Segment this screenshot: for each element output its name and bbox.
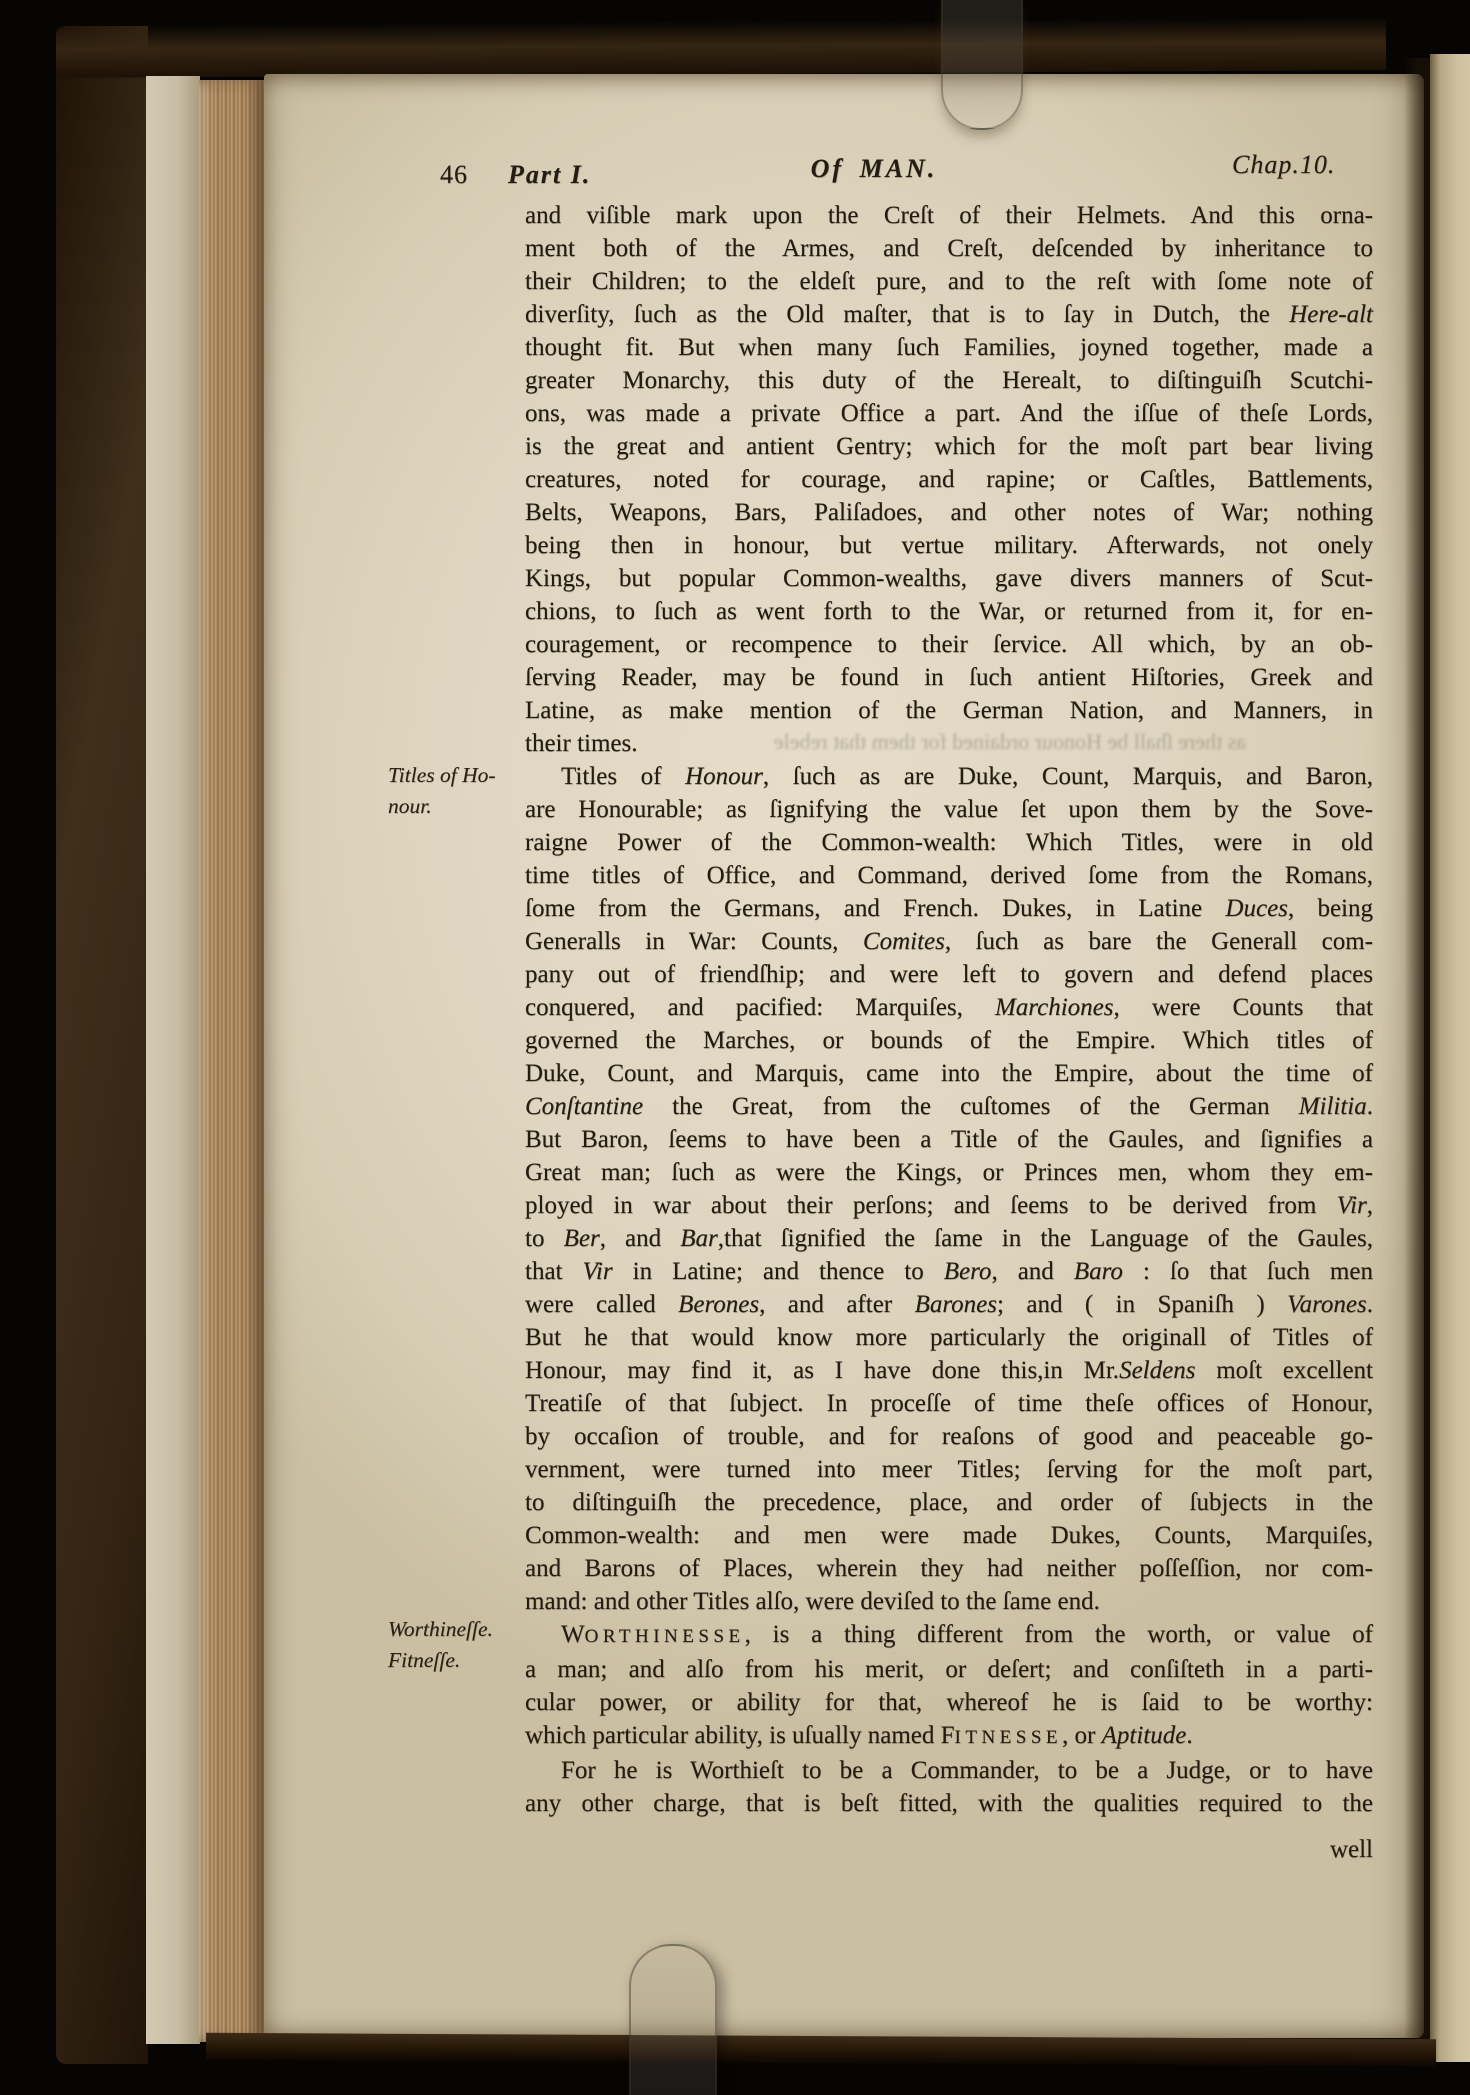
body-line: mand: and other Titles alſo, were deviſed to the ſame end. — [525, 1588, 1100, 1615]
body-line: are Honourable; as ſignifying the value ſet upon them by the Sove- — [525, 796, 1373, 823]
body-line: Common-wealth: and men were made Dukes, Counts, Marquiſes, — [525, 1522, 1373, 1549]
page-holder-clip-top — [941, 0, 1023, 130]
paragraph — [525, 199, 1373, 760]
body-line: greater Monarchy, this duty of the Herealt, to diſtinguiſh Scutchi- — [525, 367, 1373, 394]
body-text — [525, 199, 1373, 1820]
body-line: chions, to ſuch as went forth to the War, or returned from it, for en- — [525, 598, 1373, 625]
body-line: ployed in war about their perſons; and ſeems to be derived from Vir, — [525, 1192, 1373, 1219]
body-line: raigne Power of the Common-wealth: Which Titles, were in old — [525, 829, 1373, 856]
body-line: governed the Marches, or bounds of the Empire. Which titles of — [525, 1027, 1373, 1054]
paragraph — [525, 760, 1373, 1618]
body-line: Generalls in War: Counts, Comites, ſuch as bare the Generall com- — [525, 928, 1374, 955]
body-line: to diſtinguiſh the precedence, place, and order of ſubjects in the — [525, 1489, 1373, 1516]
header-title: Of MAN. — [810, 154, 938, 183]
margin-note-line: nour. — [388, 794, 432, 818]
body-line: which particular ability, is uſually named FITNESSE, or Aptitude. — [525, 1722, 1193, 1749]
margin-note-worthinesse-fitnesse — [388, 1614, 530, 1676]
body-line: that Vir in Latine; and thence to Bero, and Baro : ſo that ſuch men — [525, 1258, 1373, 1285]
body-line: diverſity, ſuch as the Old maſter, that is to ſay in Dutch, the Here-alt — [525, 301, 1373, 328]
body-line: a man; and alſo from his merit, or deſert; and conſiſteth in a parti- — [525, 1656, 1373, 1683]
page-number: 46 — [440, 160, 468, 189]
body-line: Honour, may find it, as I have done this,in Mr.Seldens moſt excellent — [525, 1357, 1374, 1384]
body-line: being then in honour, but vertue military. Afterwards, not onely — [525, 532, 1373, 559]
body-line: time titles of Office, and Command, derived ſome from the Romans, — [525, 862, 1373, 889]
body-line: Great man; ſuch as were the Kings, or Princes men, whom they em- — [525, 1159, 1373, 1186]
catchword: well — [1329, 1836, 1373, 1863]
margin-note-titles-of-honour — [388, 760, 530, 822]
flyleaf-edge — [146, 76, 200, 2044]
page-holder-clip-bottom — [629, 1944, 717, 2095]
page-bottom-edge — [206, 2033, 1436, 2066]
body-line: any other charge, that is beſt fitted, with the qualities required to the — [525, 1790, 1373, 1817]
body-line: cular power, or ability for that, whereof he is ſaid to be worthy: — [525, 1689, 1373, 1716]
margin-note-line: Fitneſſe. — [388, 1648, 461, 1672]
body-line: by occaſion of trouble, and for reaſons of good and peaceable go- — [525, 1423, 1373, 1450]
body-line: and Barons of Places, wherein they had neither poſſeſſion, nor com- — [525, 1555, 1373, 1582]
book-cover-left-edge — [56, 26, 148, 2064]
book-cover-top-edge — [56, 18, 1386, 78]
page-stack-edges — [199, 80, 265, 2042]
header-part-label: Part I. — [508, 160, 592, 189]
body-line: WORTHINESSE, is a thing different from the worth, or value of — [561, 1621, 1373, 1648]
margin-note-line: Worthineſſe. — [388, 1617, 493, 1641]
body-line: Latine, as make mention of the German Nation, and Manners, in — [525, 697, 1373, 724]
body-line: Conſtantine the Great, from the cuſtomes of the German Militia. — [525, 1093, 1373, 1120]
body-line: But Baron, ſeems to have been a Title of the Gaules, and ſignifies a — [525, 1126, 1373, 1153]
body-line: pany out of friendſhip; and were left to govern and defend places — [525, 961, 1373, 988]
body-line: were called Berones, and after Barones; and ( in Spaniſh ) Varones. — [525, 1291, 1373, 1318]
body-line: thought fit. But when many ſuch Families, joyned together, made a — [525, 334, 1373, 361]
body-line: their times. — [525, 730, 638, 757]
body-line: Titles of Honour, ſuch as are Duke, Count, Marquis, and Baron, — [561, 763, 1373, 790]
body-line: couragement, or recompence to their ſervice. All which, by an ob- — [525, 631, 1373, 658]
body-line: vernment, were turned into meer Titles; ſerving for the moſt part, — [525, 1456, 1373, 1483]
header-chapter-label: Chap.10. — [1232, 150, 1336, 179]
body-line: ſerving Reader, may be found in ſuch antient Hiſtories, Greek and — [525, 664, 1373, 691]
body-line: creatures, noted for courage, and rapine; or Caſtles, Battlements, — [525, 466, 1373, 493]
body-line: Treatiſe of that ſubject. In proceſſe of time theſe offices of Honour, — [525, 1390, 1373, 1417]
body-line: Kings, but popular Common-wealths, gave divers manners of Scut- — [525, 565, 1373, 592]
body-line: ment both of the Armes, and Creſt, deſcended by inheritance to — [525, 235, 1373, 262]
facing-page-edge — [1430, 54, 1470, 2062]
show-through-text: as there ſhall be Honour ordained for them that rebele — [773, 729, 1247, 754]
margin-note-line: Titles of Ho- — [388, 763, 496, 787]
body-line: is the great and antient Gentry; which for the moſt part bear living — [525, 433, 1373, 460]
gutter-shadow — [1404, 58, 1432, 2058]
body-line: Belts, Weapons, Bars, Paliſadoes, and other notes of War; nothing — [525, 499, 1373, 526]
body-line: Duke, Count, and Marquis, came into the Empire, about the time of — [525, 1060, 1373, 1087]
body-line: to Ber, and Bar,that ſignified the ſame in the Language of the Gaules, — [525, 1225, 1374, 1252]
book-page — [264, 74, 1424, 2038]
body-line: ons, was made a private Office a part. And the iſſue of theſe Lords, — [525, 400, 1373, 427]
body-line: their Children; to the eldeſt pure, and to the reſt with ſome note of — [525, 268, 1373, 295]
body-line: But he that would know more particularly the originall of Titles of — [525, 1324, 1373, 1351]
body-line: and viſible mark upon the Creſt of their Helmets. And this orna- — [525, 202, 1373, 229]
body-line: conquered, and pacified: Marquiſes, Marchiones, were Counts that — [525, 994, 1373, 1021]
paragraph — [525, 1618, 1373, 1754]
body-line: For he is Worthieſt to be a Commander, to be a Judge, or to have — [561, 1757, 1373, 1784]
paragraph — [525, 1754, 1373, 1820]
body-line: ſome from the Germans, and French. Dukes, in Latine Duces, being — [525, 895, 1373, 922]
